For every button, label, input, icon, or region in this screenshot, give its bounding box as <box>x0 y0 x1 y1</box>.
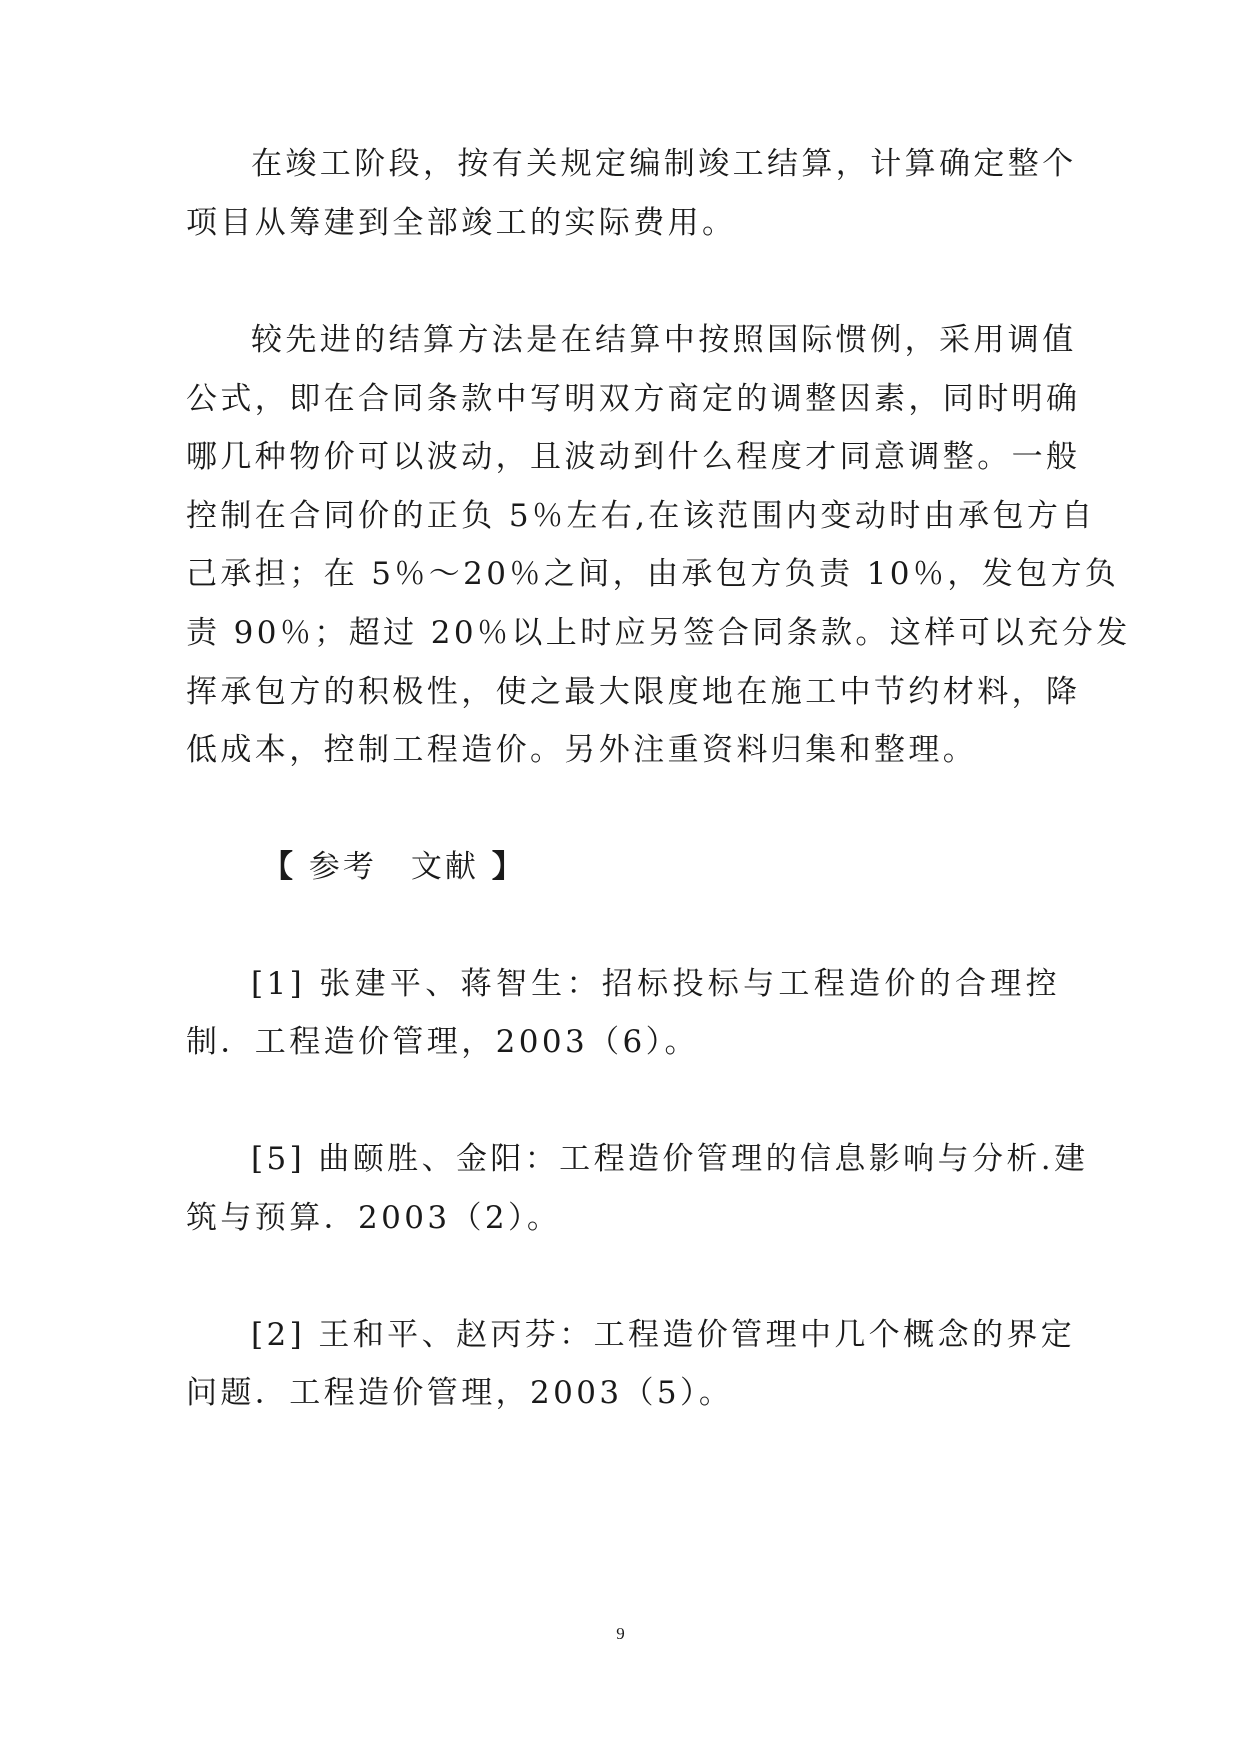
heading-open-bracket: 【 <box>262 849 296 885</box>
heading-title: 参考 文献 <box>296 849 492 885</box>
paragraph-line: 项目从筹建到全部竣工的实际费用。 <box>186 205 737 241</box>
paragraph-line: 公式，即在合同条款中写明双方商定的调整因素，同时明确 <box>186 381 1081 417</box>
paragraph-line: 低成本，控制工程造价。另外注重资料归集和整理。 <box>186 732 978 768</box>
reference-line: 问题．工程造价管理，2003（5）。 <box>186 1375 734 1411</box>
paragraph-line: 哪几种物价可以波动，且波动到什么程度才同意调整。一般 <box>186 439 1081 475</box>
page-number: 9 <box>616 1624 625 1643</box>
reference-line: [2] 王和平、赵丙芬：工程造价管理中几个概念的界定 <box>251 1317 1076 1353</box>
references-heading <box>262 847 526 887</box>
paragraph-line: 控制在合同价的正负 5％左右,在该范围内变动时由承包方自 <box>186 498 1096 534</box>
reference-line: 制．工程造价管理，2003（6）。 <box>186 1024 699 1060</box>
paragraph-line: 在竣工阶段，按有关规定编制竣工结算，计算确定整个 <box>251 146 1077 182</box>
reference-line: [5] 曲颐胜、金阳：工程造价管理的信息影响与分析.建 <box>251 1141 1089 1177</box>
paragraph-line: 己承担；在 5％～20％之间，由承包方负责 10％，发包方负 <box>186 556 1120 592</box>
reference-line: [1] 张建平、蒋智生：招标投标与工程造价的合理控 <box>251 966 1060 1002</box>
paragraph-line: 责 90％；超过 20％以上时应另签合同条款。这样可以充分发 <box>186 615 1131 651</box>
reference-line: 筑与预算．2003（2）。 <box>186 1200 562 1236</box>
paragraph-line: 较先进的结算方法是在结算中按照国际惯例，采用调值 <box>251 322 1077 358</box>
heading-close-bracket: 】 <box>491 849 526 885</box>
paragraph-line: 挥承包方的积极性，使之最大限度地在施工中节约材料，降 <box>186 674 1081 710</box>
